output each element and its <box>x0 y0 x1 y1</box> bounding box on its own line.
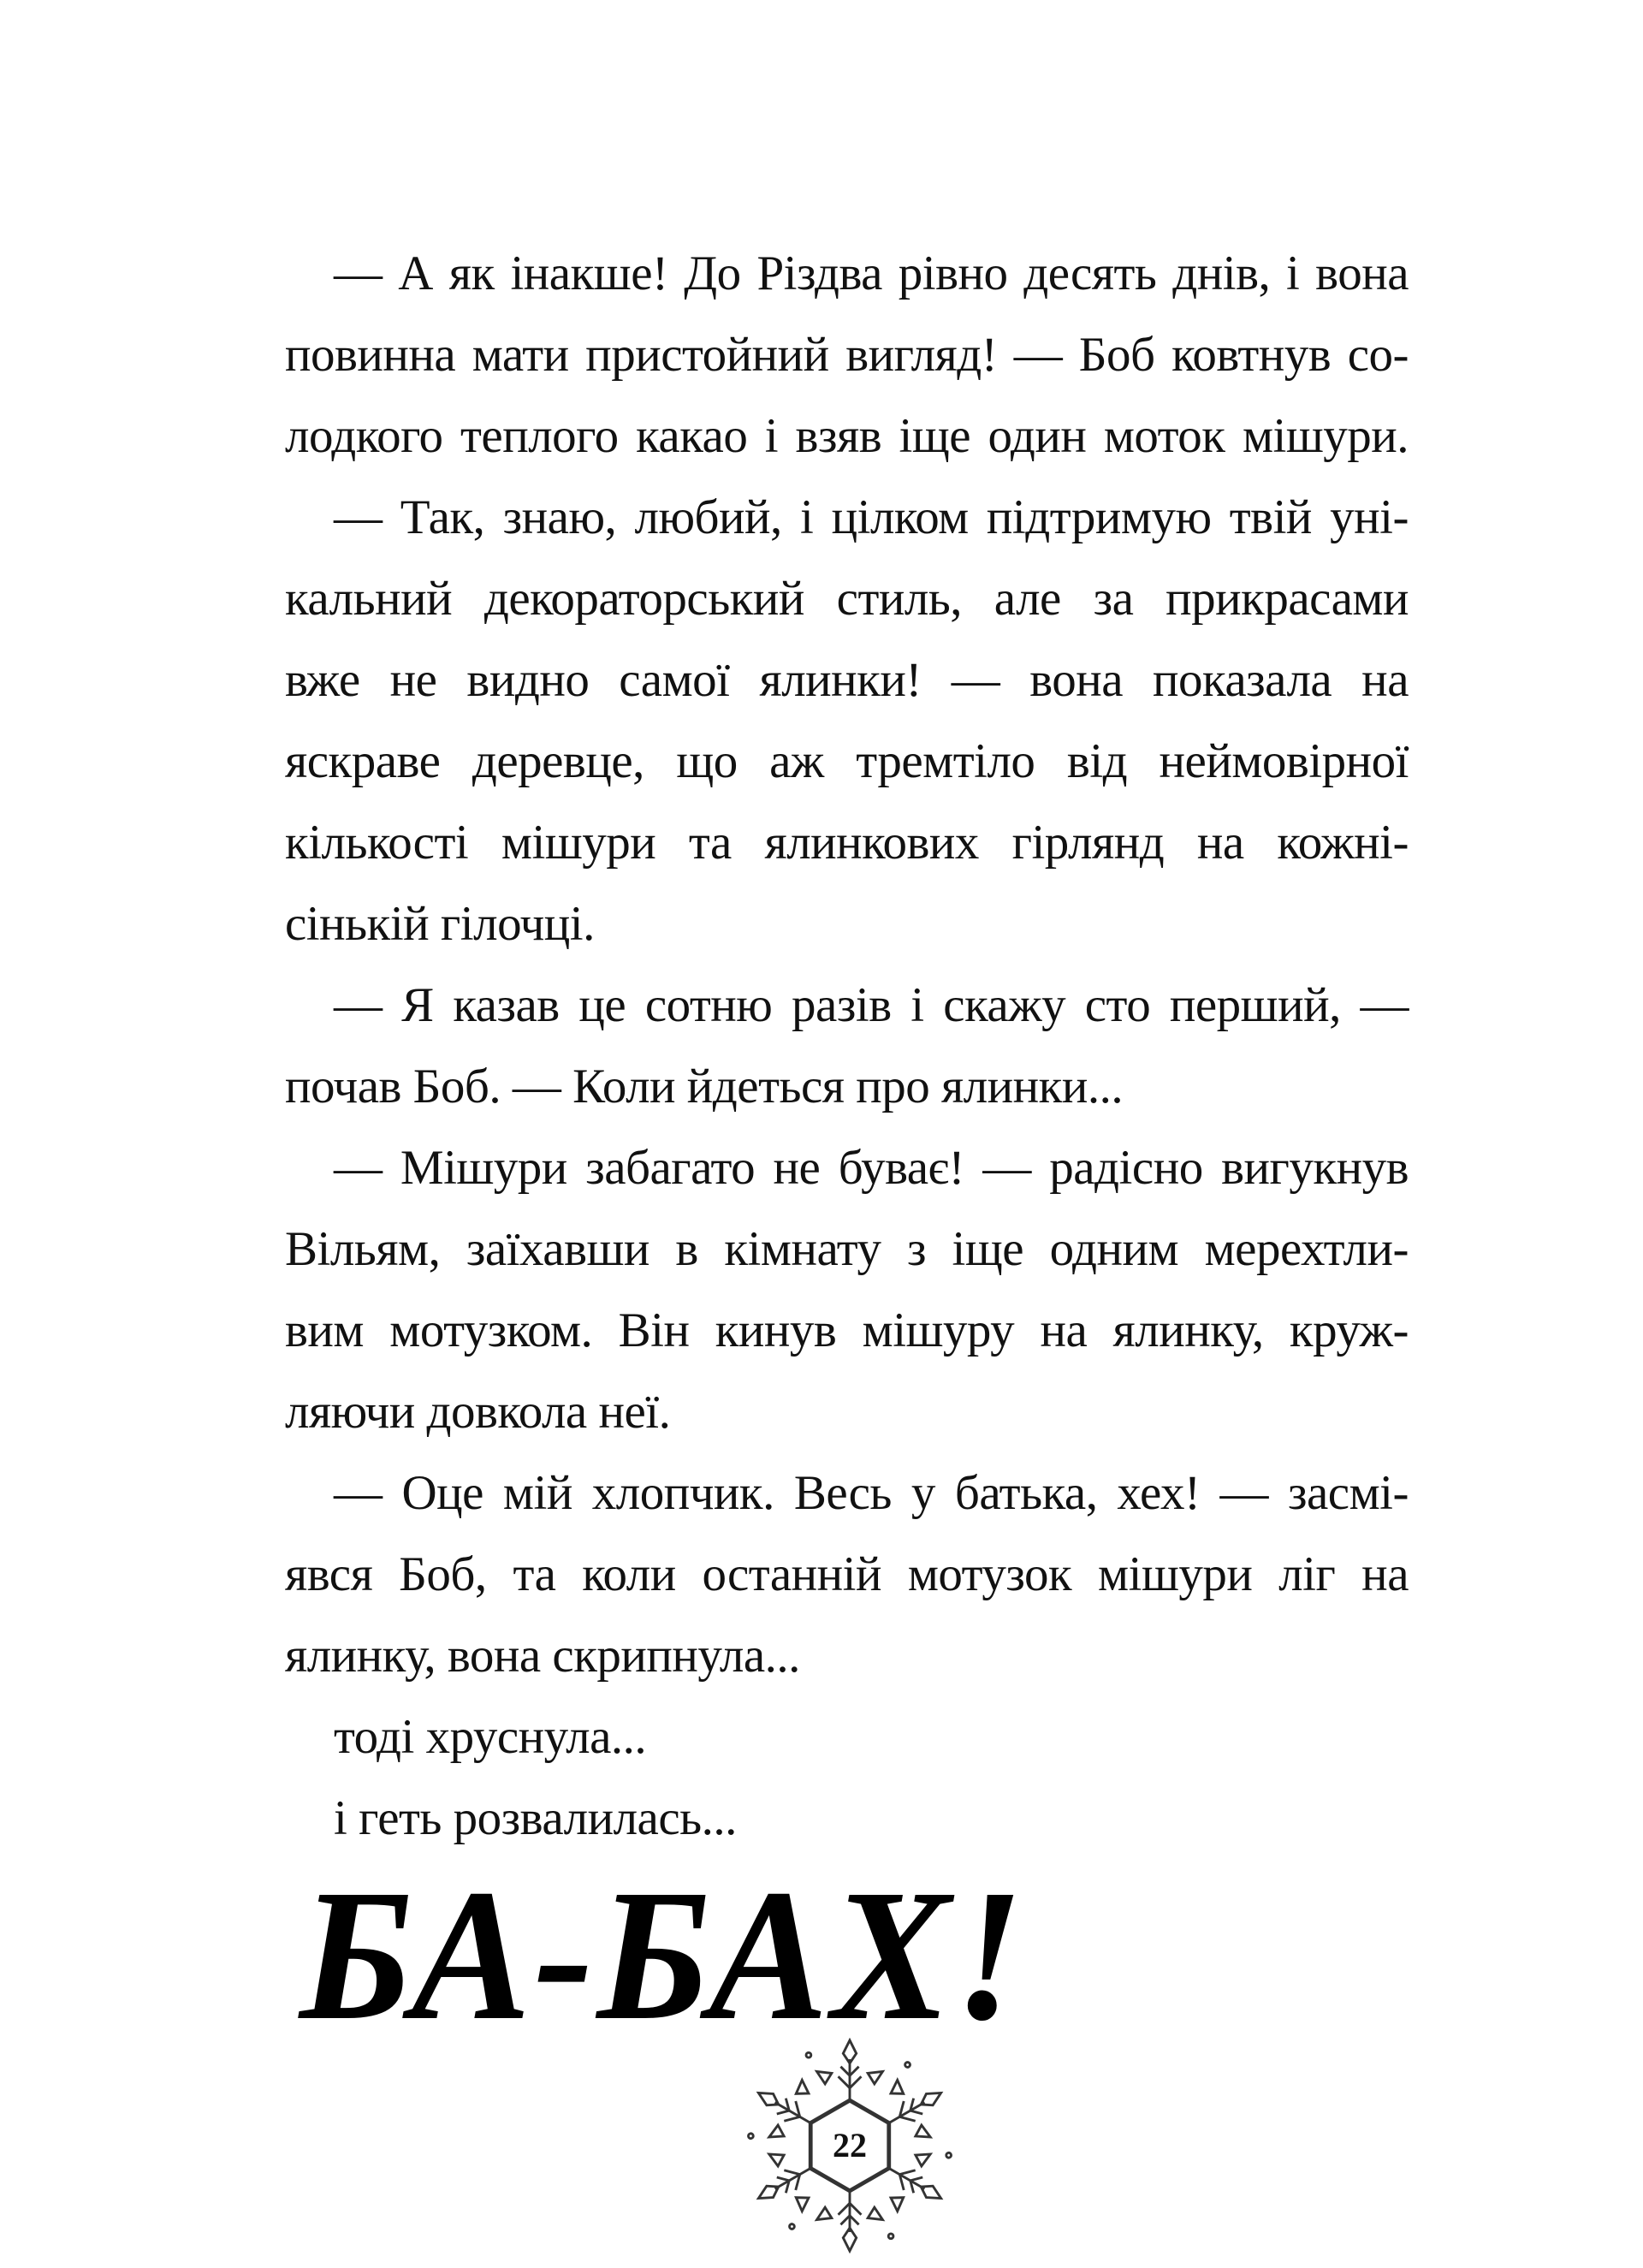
text-line: ляючи довкола неї. <box>285 1385 671 1439</box>
text-line: вим мотузком. Він кинув мішуру на ялинку, круж- <box>285 1303 1409 1357</box>
text-line: тоді хруснула... <box>334 1710 647 1764</box>
text-line: яскраве деревце, що аж тремтіло від неймовірної <box>285 734 1409 788</box>
text-line: і геть розвалилась... <box>334 1791 737 1845</box>
text-line: — Так, знаю, любий, і цілком підтримую твій уні- <box>334 490 1409 544</box>
text-line: Вільям, заїхавши в кімнату з іще одним мерехтли- <box>285 1222 1409 1276</box>
text-line: явся Боб, та коли останній мотузок мішури ліг на <box>285 1547 1409 1601</box>
page-number: 22 <box>833 2126 867 2164</box>
text-line: — Оце мій хлопчик. Весь у батька, хех! — засмі- <box>334 1466 1409 1520</box>
text-line: сінькій гілочці. <box>285 897 595 951</box>
text-line: кальний декораторський стиль, але за прикрасами <box>285 572 1409 626</box>
text-line: — Я казав це сотню разів і скажу сто перший, — <box>334 978 1409 1032</box>
text-line: кількості мішури та ялинкових гірлянд на кожні- <box>285 816 1409 870</box>
text-line: повинна мати пристойний вигляд! — Боб ковтнув со- <box>285 328 1409 382</box>
text-line: — А як інакше! До Різдва рівно десять днів, і вона <box>334 246 1409 300</box>
text-line: почав Боб. — Коли йдеться про ялинки... <box>285 1060 1124 1113</box>
text-line: — Мішури забагато не буває! — радісно вигукнув <box>334 1141 1409 1195</box>
text-line: вже не видно самої ялинки! — вона показала на <box>285 653 1409 707</box>
text-line: ялинку, вона скрипнула... <box>285 1629 800 1683</box>
body-text <box>285 233 1409 1859</box>
exclamation-heading: БА-БАХ! <box>300 1850 1028 2059</box>
text-line: лодкого теплого какао і взяв іще один моток мішури. <box>285 409 1409 463</box>
